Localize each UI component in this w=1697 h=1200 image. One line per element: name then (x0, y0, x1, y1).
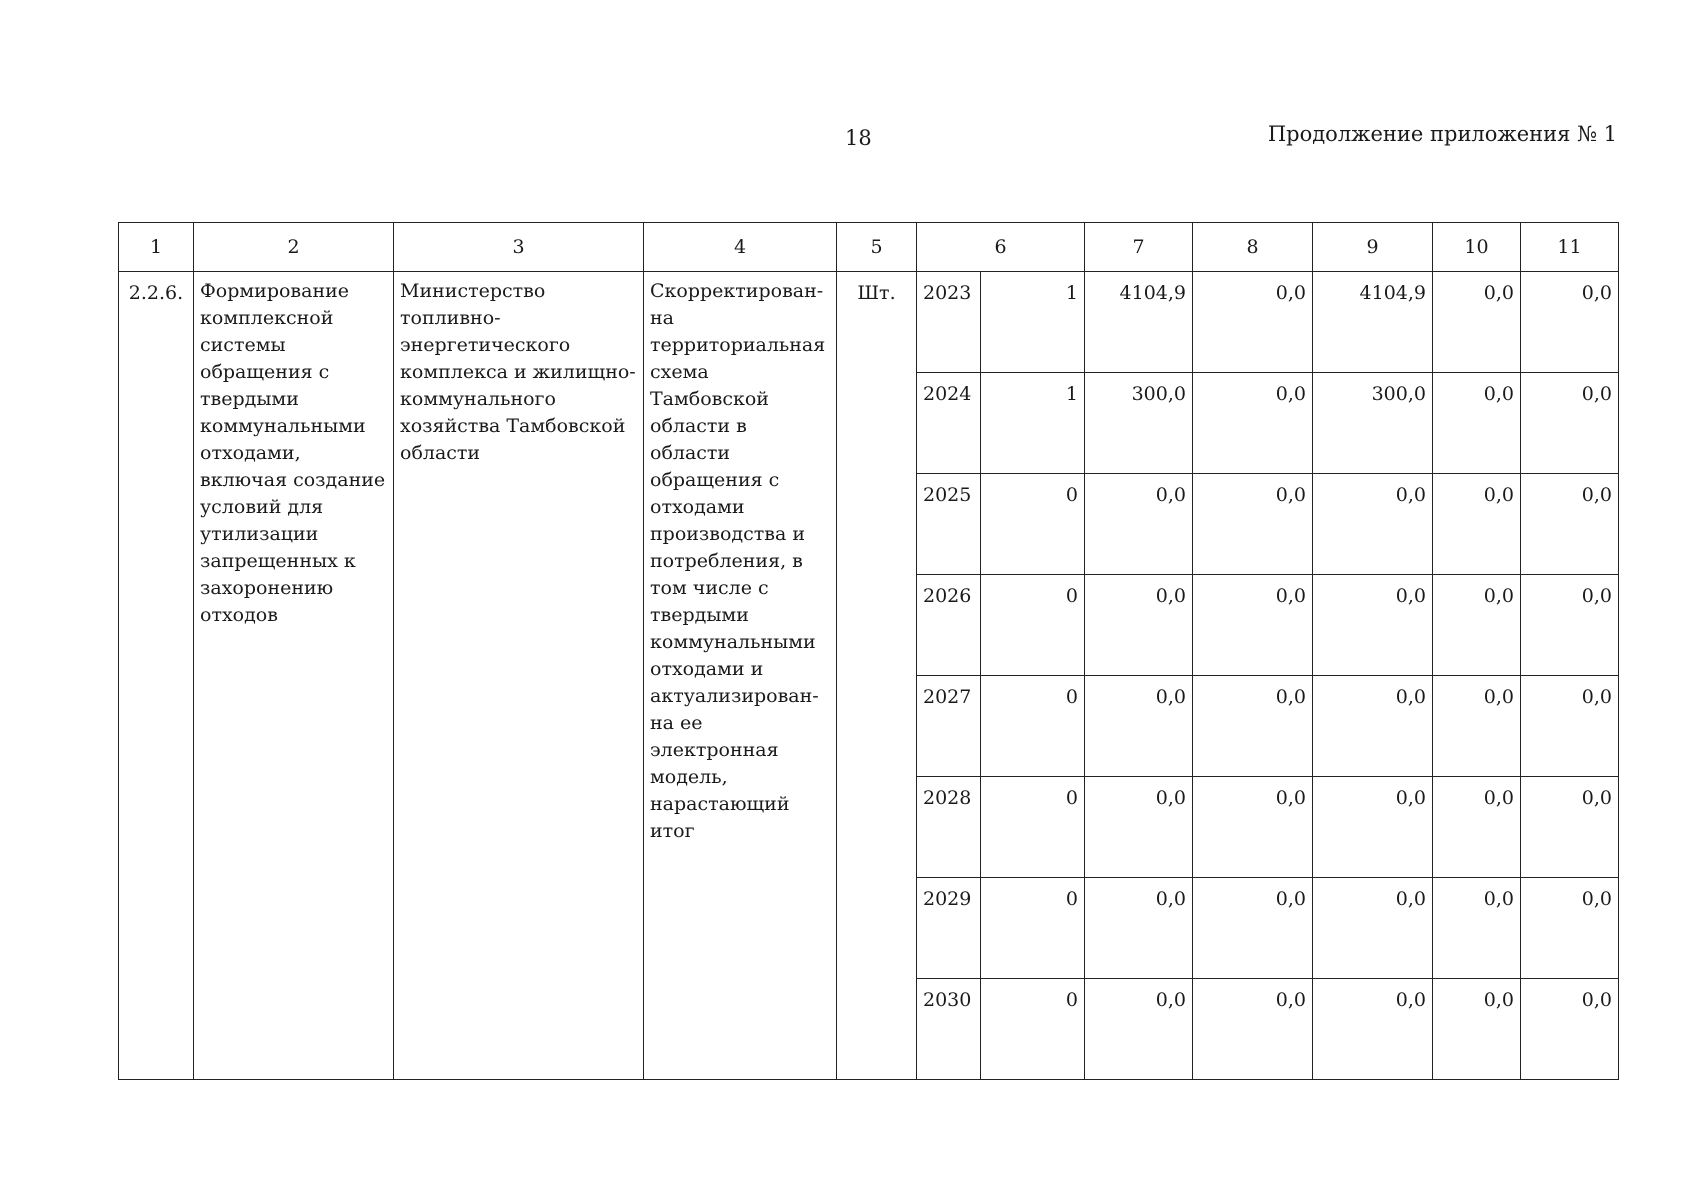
page-number: 18 (845, 126, 872, 150)
column-header: 6 (917, 223, 1085, 272)
year-cell: 2027 (917, 676, 981, 777)
column-header: 9 (1313, 223, 1433, 272)
value-cell: 0 (981, 979, 1085, 1080)
col9-cell: 0,0 (1313, 474, 1433, 575)
table-row (119, 272, 1619, 373)
column-header: 3 (394, 223, 644, 272)
year-cell: 2029 (917, 878, 981, 979)
col11-cell: 0,0 (1521, 373, 1619, 474)
col8-cell: 0,0 (1193, 676, 1313, 777)
year-cell: 2030 (917, 979, 981, 1080)
column-header: 5 (837, 223, 917, 272)
col8-cell: 0,0 (1193, 272, 1313, 373)
column-header: 4 (644, 223, 837, 272)
appendix-note: Продолжение приложения № 1 (1267, 122, 1617, 146)
column-header: 7 (1085, 223, 1193, 272)
column-header: 1 (119, 223, 194, 272)
col8-cell: 0,0 (1193, 575, 1313, 676)
column-header: 8 (1193, 223, 1313, 272)
col11-cell: 0,0 (1521, 777, 1619, 878)
value-cell: 0 (981, 575, 1085, 676)
col10-cell: 0,0 (1433, 272, 1521, 373)
col7-cell: 0,0 (1085, 474, 1193, 575)
entry-number: 2.2.6. (119, 272, 194, 1080)
col8-cell: 0,0 (1193, 979, 1313, 1080)
col11-cell: 0,0 (1521, 575, 1619, 676)
col9-cell: 0,0 (1313, 979, 1433, 1080)
col8-cell: 0,0 (1193, 777, 1313, 878)
value-cell: 0 (981, 474, 1085, 575)
col11-cell: 0,0 (1521, 272, 1619, 373)
col8-cell: 0,0 (1193, 878, 1313, 979)
entry-unit: Шт. (837, 272, 917, 1080)
col7-cell: 0,0 (1085, 676, 1193, 777)
data-table (118, 222, 1619, 1080)
col8-cell: 0,0 (1193, 474, 1313, 575)
header-row (119, 223, 1619, 272)
column-header: 2 (194, 223, 394, 272)
col10-cell: 0,0 (1433, 777, 1521, 878)
entry-name: Формирование комплексной системы обращения с твердыми коммунальными отходами, включая создание условий для утилизации запрещенных к захоронению отходов (194, 272, 394, 1080)
col9-cell: 0,0 (1313, 777, 1433, 878)
value-cell: 0 (981, 676, 1085, 777)
col9-cell: 0,0 (1313, 676, 1433, 777)
col11-cell: 0,0 (1521, 878, 1619, 979)
year-cell: 2023 (917, 272, 981, 373)
col7-cell: 0,0 (1085, 777, 1193, 878)
col8-cell: 0,0 (1193, 373, 1313, 474)
column-header: 10 (1433, 223, 1521, 272)
year-cell: 2024 (917, 373, 981, 474)
value-cell: 1 (981, 373, 1085, 474)
col10-cell: 0,0 (1433, 575, 1521, 676)
col7-cell: 0,0 (1085, 878, 1193, 979)
col10-cell: 0,0 (1433, 979, 1521, 1080)
col7-cell: 0,0 (1085, 979, 1193, 1080)
col10-cell: 0,0 (1433, 373, 1521, 474)
col9-cell: 300,0 (1313, 373, 1433, 474)
col10-cell: 0,0 (1433, 474, 1521, 575)
col7-cell: 300,0 (1085, 373, 1193, 474)
column-header: 11 (1521, 223, 1619, 272)
col9-cell: 0,0 (1313, 575, 1433, 676)
col9-cell: 4104,9 (1313, 272, 1433, 373)
col10-cell: 0,0 (1433, 878, 1521, 979)
value-cell: 1 (981, 272, 1085, 373)
entry-responsible: Министерство топливно-энергетического комплекса и жилищно-коммунального хозяйства Тамбовской области (394, 272, 644, 1080)
year-cell: 2026 (917, 575, 981, 676)
col9-cell: 0,0 (1313, 878, 1433, 979)
value-cell: 0 (981, 777, 1085, 878)
col7-cell: 0,0 (1085, 575, 1193, 676)
col11-cell: 0,0 (1521, 676, 1619, 777)
col7-cell: 4104,9 (1085, 272, 1193, 373)
year-cell: 2028 (917, 777, 981, 878)
col10-cell: 0,0 (1433, 676, 1521, 777)
col11-cell: 0,0 (1521, 474, 1619, 575)
col11-cell: 0,0 (1521, 979, 1619, 1080)
value-cell: 0 (981, 878, 1085, 979)
year-cell: 2025 (917, 474, 981, 575)
entry-indicator: Скорректирован-на территориальная схема Тамбовской области в области обращения с отходами производства и потребления, в том числе с твердыми коммунальными отходами и актуализирован-на ее электронная модель, нарастающий итог (644, 272, 837, 1080)
